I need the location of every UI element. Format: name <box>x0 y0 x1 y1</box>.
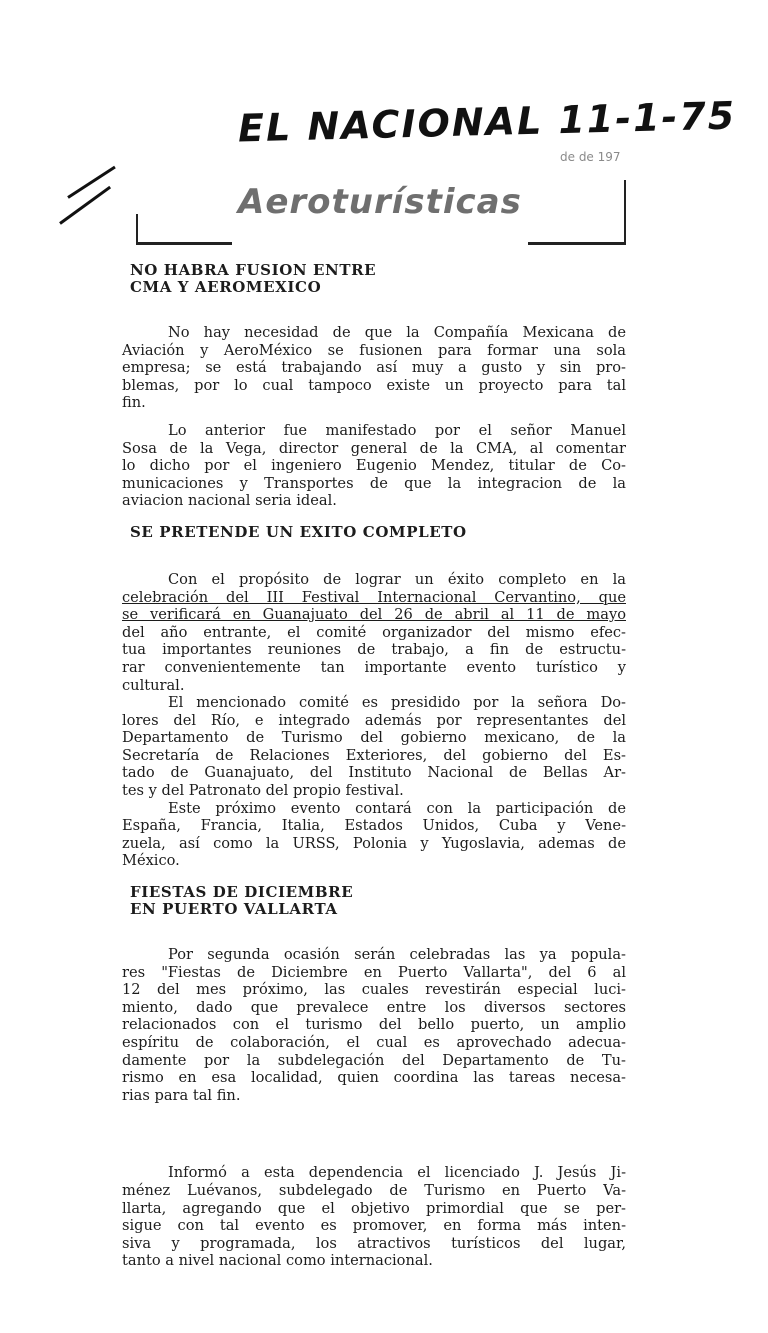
text-line: Por segunda ocasión serán celebradas las ya popula- <box>168 946 626 964</box>
masthead-rule-left-vertical <box>136 214 138 244</box>
paragraph <box>122 324 626 412</box>
text-line: zuela, así como la URSS, Polonia y Yugoslavia, ademas de <box>122 834 626 852</box>
text-line: aviacion nacional seria ideal. <box>122 492 337 510</box>
headline-line: CMA Y AEROMEXICO <box>130 278 322 296</box>
text-line: sigue con tal evento es promover, en forma más inten- <box>122 1217 626 1235</box>
text-line: fin. <box>122 394 146 412</box>
article-body <box>122 262 626 1270</box>
headline-line: EN PUERTO VALLARTA <box>130 900 338 919</box>
text-line-underlined: se verificará en Guanajuato del 26 de abril al 11 de mayo <box>122 606 626 624</box>
masthead-rule-right-vertical <box>624 180 626 244</box>
text-line-underlined: celebración del III Festival Internacional Cervantino, que <box>122 588 626 606</box>
text-line: miento, dado que prevalece entre los diversos sectores <box>122 998 626 1016</box>
pen-slash-mark <box>67 166 116 199</box>
text-line: Sosa de la Vega, director general de la CMA, al comentar <box>122 439 626 457</box>
headline-line: SE PRETENDE UN EXITO COMPLETO <box>130 522 467 541</box>
text-line: municaciones y Transportes de que la integracion de la <box>122 474 626 492</box>
text-line: damente por la subdelegación del Departamento de Tu- <box>122 1051 626 1069</box>
text-line: España, Francia, Italia, Estados Unidos, Cuba y Vene- <box>122 817 626 835</box>
text-line: siva y programada, los atractivos turísticos del lugar, <box>122 1234 626 1252</box>
text-line: Con el propósito de lograr un éxito completo en la <box>168 570 626 588</box>
text-line: empresa; se está trabajando así muy a gusto y sin pro- <box>122 359 626 377</box>
text-line: Informó a esta dependencia el licenciado J. Jesús Ji- <box>168 1164 626 1182</box>
text-line: ménez Luévanos, subdelegado de Turismo en Puerto Va- <box>122 1181 626 1199</box>
text-line: blemas, por lo cual tampoco existe un proyecto para tal <box>122 376 626 394</box>
column-title: Aeroturísticas <box>238 182 522 222</box>
text-line: del año entrante, el comité organizador del mismo efec- <box>122 623 626 641</box>
paragraph <box>122 422 626 510</box>
text-line: Departamento de Turismo del gobierno mexicano, de la <box>122 729 626 747</box>
text-line: tua importantes reuniones de trabajo, a fin de estructu- <box>122 641 626 659</box>
text-line: rias para tal fin. <box>122 1086 241 1104</box>
text-line: cultural. <box>122 676 185 694</box>
paragraph <box>122 694 626 800</box>
paragraph <box>122 571 626 694</box>
text-line: Secretaría de Relaciones Exteriores, del gobierno del Es- <box>122 746 626 764</box>
text-line: México. <box>122 852 180 870</box>
text-line: rar convenientemente tan importante evento turístico y <box>122 658 626 676</box>
text-line: res "Fiestas de Diciembre en Puerto Vallarta", del 6 al <box>122 963 626 981</box>
text-line: espíritu de colaboración, el cual es aprovechado adecua- <box>122 1034 626 1051</box>
text-line: No hay necesidad de que la Compañía Mexicana de <box>168 324 626 341</box>
text-line: llarta, agregando que el objetivo primordial que se per- <box>122 1199 626 1217</box>
text-line: tanto a nivel nacional como internacional. <box>122 1252 433 1270</box>
masthead-rule-left-horizontal <box>136 242 232 245</box>
text-line: Lo anterior fue manifestado por el señor Manuel <box>168 421 626 439</box>
headline-cma-aeromexico <box>122 262 626 296</box>
masthead-rule-right-horizontal <box>528 242 626 245</box>
text-line: tes y del Patronato del propio festival. <box>122 782 404 800</box>
text-line: Aviación y AeroMéxico se fusionen para formar una sola <box>122 341 626 359</box>
text-line: lo dicho por el ingeniero Eugenio Mendez, titular de Co- <box>122 457 626 475</box>
text-line: Este próximo evento contará con la participación de <box>168 799 626 817</box>
handwritten-source-note: EL NACIONAL 11-1-75 <box>237 93 737 151</box>
paragraph <box>122 800 626 870</box>
text-line: rismo en esa localidad, quien coordina las tareas necesa- <box>122 1069 626 1087</box>
headline-festival-cervantino <box>122 524 626 541</box>
text-line: relacionados con el turismo del bello puerto, un amplio <box>122 1016 626 1034</box>
paragraph <box>122 1164 626 1270</box>
faint-date-line: de de 197 <box>560 150 621 164</box>
headline-line: FIESTAS DE DICIEMBRE <box>130 883 354 902</box>
paragraph <box>122 946 626 1104</box>
headline-line: NO HABRA FUSION ENTRE <box>130 261 377 279</box>
text-line: 12 del mes próximo, las cuales revestirán especial luci- <box>122 981 626 999</box>
text-line: tado de Guanajuato, del Instituto Nacional de Bellas Ar- <box>122 764 626 782</box>
text-line: El mencionado comité es presidido por la señora Do- <box>168 694 626 712</box>
pen-slash-mark <box>59 186 111 225</box>
headline-fiestas-diciembre <box>122 884 626 918</box>
text-line: lores del Río, e integrado además por representantes del <box>122 711 626 729</box>
